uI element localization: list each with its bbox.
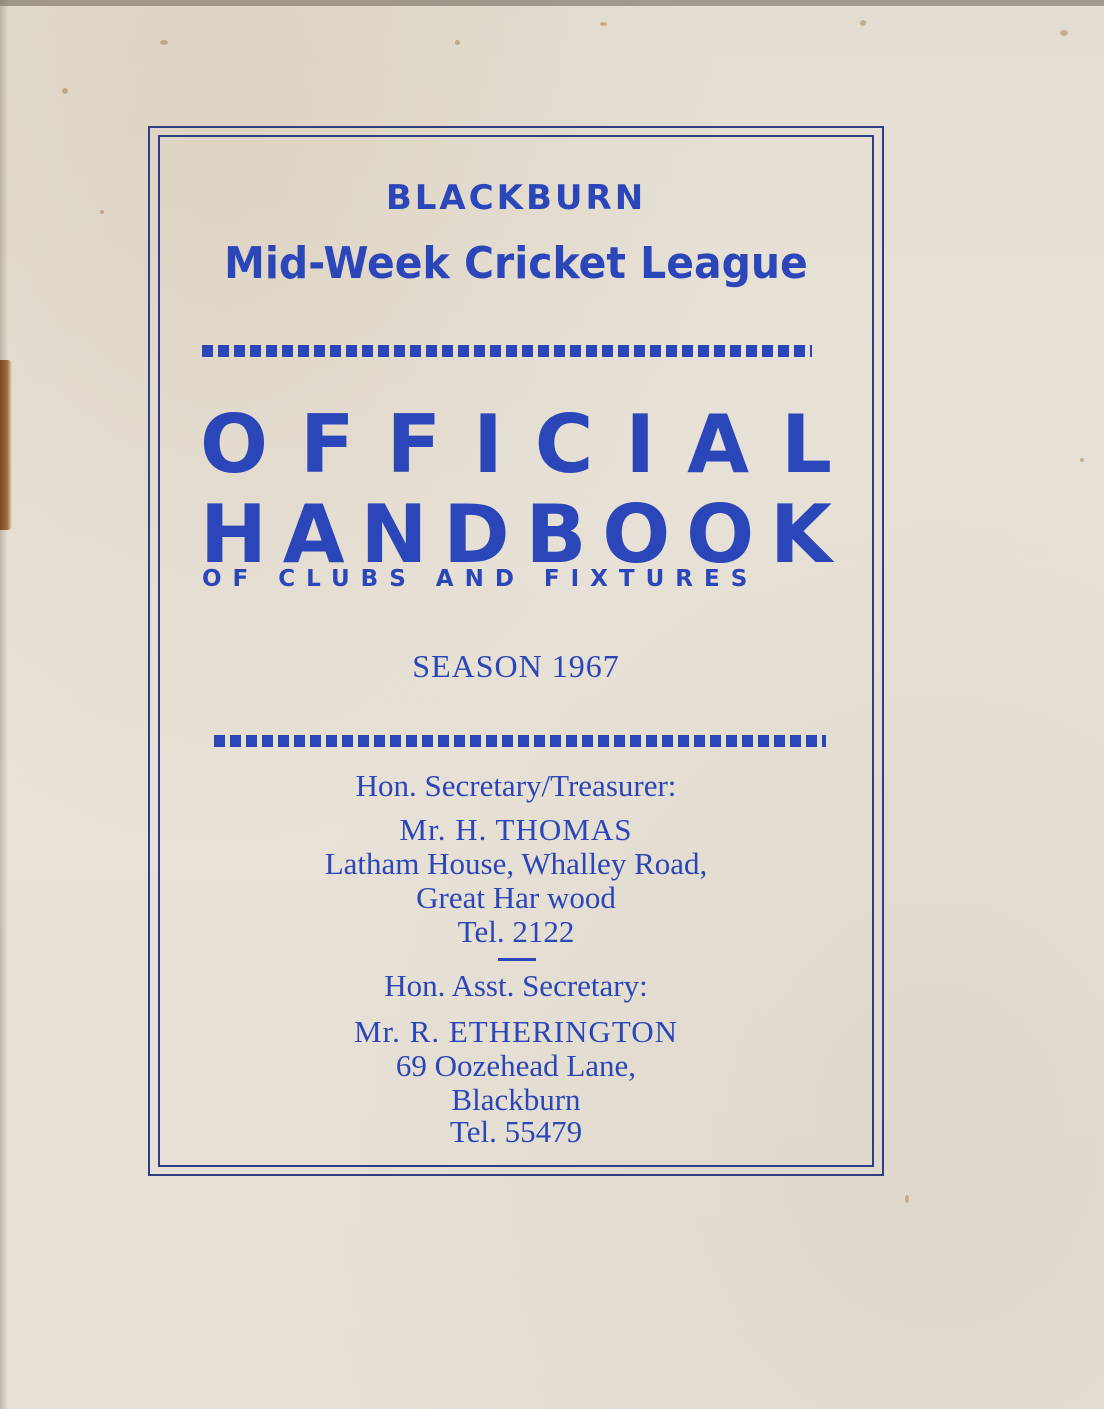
title-letter: B	[525, 488, 587, 581]
title-letter: F	[299, 398, 355, 491]
asst-secretary-name: Mr. R. ETHERINGTON	[354, 1014, 678, 1049]
paper-speck	[1080, 458, 1084, 462]
title-letter: C	[534, 398, 594, 491]
subtitle: OF CLUBS AND FIXTURES	[202, 566, 759, 592]
paper-speck	[860, 20, 866, 26]
title-letter: I	[625, 398, 656, 491]
asst-secretary-role: Hon. Asst. Secretary:	[384, 968, 648, 1003]
paper-speck	[1060, 30, 1068, 36]
title-letter: D	[443, 488, 510, 581]
dotted-rule-bottom	[214, 735, 826, 747]
rust-stain	[0, 360, 12, 530]
page-left-edge	[0, 0, 8, 1409]
paper-speck	[100, 210, 104, 214]
paper-speck	[905, 1195, 909, 1203]
paper-speck	[160, 40, 168, 45]
title-letter: A	[687, 398, 750, 491]
title-letter: N	[360, 488, 428, 581]
title-letter: O	[602, 488, 671, 581]
secretary-name: Mr. H. THOMAS	[399, 812, 633, 847]
title-letter: O	[200, 398, 269, 491]
title-letter: A	[282, 488, 345, 581]
page-top-edge	[0, 0, 1104, 6]
title-official	[200, 398, 832, 491]
secretary-role: Hon. Secretary/Treasurer:	[355, 768, 677, 803]
title-letter: H	[200, 488, 267, 581]
asst-secretary-address-line2: Blackburn	[451, 1082, 581, 1117]
title-letter: O	[686, 488, 755, 581]
title-letter: L	[780, 398, 832, 491]
title-letter: I	[473, 398, 503, 491]
title-letter: K	[769, 488, 832, 581]
asst-secretary-telephone: Tel. 55479	[449, 1114, 583, 1149]
asst-secretary-address-line1: 69 Oozehead Lane,	[395, 1048, 637, 1083]
secretary-address-line1: Latham House, Whalley Road,	[324, 846, 708, 881]
dotted-rule-top	[202, 345, 812, 357]
secretary-telephone: Tel. 2122	[457, 914, 575, 949]
paper-speck	[455, 40, 460, 45]
season-label: SEASON 1967	[412, 648, 620, 684]
title-letter: F	[386, 398, 442, 491]
league-name: Mid-Week Cricket League	[224, 238, 808, 289]
town-heading: BLACKBURN	[385, 178, 647, 218]
separator-rule	[498, 958, 536, 961]
paper-speck	[62, 88, 68, 94]
paper-speck	[600, 22, 607, 26]
secretary-address-line2: Great Har wood	[416, 880, 616, 915]
